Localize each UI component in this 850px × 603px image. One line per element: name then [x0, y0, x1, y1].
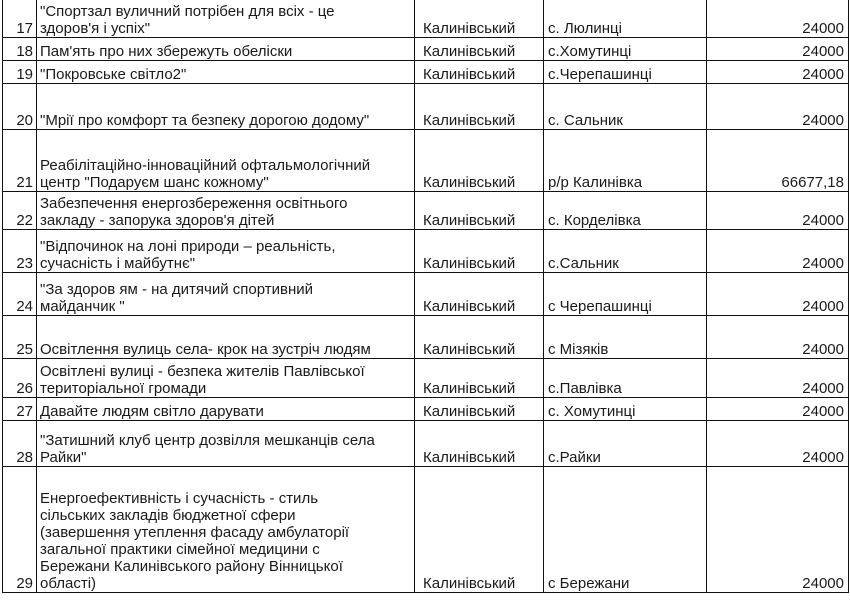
- village-cell: с.Хомутинці: [544, 38, 707, 61]
- table-row: [3, 421, 849, 467]
- table-row: [3, 38, 849, 61]
- table-row: [3, 273, 849, 316]
- table-row: [3, 359, 849, 398]
- amount-cell: 24000: [707, 273, 849, 316]
- row-number: 22: [3, 192, 37, 230]
- row-number: 21: [3, 130, 37, 192]
- row-number: 25: [3, 316, 37, 359]
- amount-cell: 24000: [707, 230, 849, 273]
- village-cell: р/р Калинівка: [544, 130, 707, 192]
- amount-cell: 24000: [707, 0, 849, 38]
- project-title: Реабілітаційно-інноваційний офтальмологічний центр "Подаруєм шанс кожному": [37, 130, 415, 192]
- project-title: Пам'ять про них збережуть обеліски: [37, 38, 415, 61]
- project-title: Енергоефективність і сучасність - стиль сільських закладів бюджетної сфери (завершення утеплення фасаду амбулаторії загальної практики сімейної медицини с Бережани Калинівського району Вінницької області): [37, 467, 415, 593]
- district-cell: Калинівський: [415, 421, 544, 467]
- district-cell: Калинівський: [415, 84, 544, 130]
- row-number: 19: [3, 61, 37, 84]
- amount-cell: 24000: [707, 84, 849, 130]
- project-title: "Спортзал вуличний потрібен для всіх - це здоров'я і успіх": [37, 0, 415, 38]
- row-number: 18: [3, 38, 37, 61]
- table-row: [3, 61, 849, 84]
- district-cell: Калинівський: [415, 192, 544, 230]
- district-cell: Калинівський: [415, 61, 544, 84]
- row-number: 27: [3, 398, 37, 421]
- village-cell: с.Черепашинці: [544, 61, 707, 84]
- amount-cell: 24000: [707, 316, 849, 359]
- project-title: Освітлення вулиць села- крок на зустріч людям: [37, 316, 415, 359]
- district-cell: Калинівський: [415, 38, 544, 61]
- row-number: 28: [3, 421, 37, 467]
- table-row: [3, 84, 849, 130]
- project-title: "Мрії про комфорт та безпеку дорогою додому": [37, 84, 415, 130]
- amount-cell: 24000: [707, 421, 849, 467]
- village-cell: с Бережани: [544, 467, 707, 593]
- amount-cell: 24000: [707, 398, 849, 421]
- amount-cell: 24000: [707, 38, 849, 61]
- table-row: [3, 0, 849, 38]
- table-row: [3, 230, 849, 273]
- project-title: Давайте людям світло дарувати: [37, 398, 415, 421]
- village-cell: с. Сальник: [544, 84, 707, 130]
- amount-cell: 24000: [707, 61, 849, 84]
- district-cell: Калинівський: [415, 398, 544, 421]
- row-number: 23: [3, 230, 37, 273]
- projects-table: [2, 0, 849, 593]
- row-number: 17: [3, 0, 37, 38]
- village-cell: с.Павлівка: [544, 359, 707, 398]
- amount-cell: 24000: [707, 359, 849, 398]
- district-cell: Калинівський: [415, 359, 544, 398]
- village-cell: с. Хомутинці: [544, 398, 707, 421]
- project-title: "За здоров ям - на дитячий спортивний майданчик ": [37, 273, 415, 316]
- table-row: [3, 130, 849, 192]
- project-title: "Покровське світло2": [37, 61, 415, 84]
- amount-cell: 24000: [707, 467, 849, 593]
- village-cell: с.Райки: [544, 421, 707, 467]
- district-cell: Калинівський: [415, 0, 544, 38]
- row-number: 26: [3, 359, 37, 398]
- district-cell: Калинівський: [415, 273, 544, 316]
- row-number: 29: [3, 467, 37, 593]
- village-cell: с. Люлинці: [544, 0, 707, 38]
- amount-cell: 66677,18: [707, 130, 849, 192]
- village-cell: с.Сальник: [544, 230, 707, 273]
- village-cell: с Черепашинці: [544, 273, 707, 316]
- district-cell: Калинівський: [415, 230, 544, 273]
- district-cell: Калинівський: [415, 316, 544, 359]
- project-title: "Затишний клуб центр дозвілля мешканців села Райки": [37, 421, 415, 467]
- project-title: Забезпечення енергозбереження освітнього закладу - запорука здоров'я дітей: [37, 192, 415, 230]
- amount-cell: 24000: [707, 192, 849, 230]
- table-row: [3, 467, 849, 593]
- village-cell: с. Корделівка: [544, 192, 707, 230]
- district-cell: Калинівський: [415, 130, 544, 192]
- table-row: [3, 192, 849, 230]
- row-number: 24: [3, 273, 37, 316]
- village-cell: с Мізяків: [544, 316, 707, 359]
- project-title: Освітлені вулиці - безпека жителів Павлівської територіальної громади: [37, 359, 415, 398]
- project-title: "Відпочинок на лоні природи – реальність, сучасність і майбутнє": [37, 230, 415, 273]
- district-cell: Калинівський: [415, 467, 544, 593]
- table-row: [3, 316, 849, 359]
- row-number: 20: [3, 84, 37, 130]
- table-row: [3, 398, 849, 421]
